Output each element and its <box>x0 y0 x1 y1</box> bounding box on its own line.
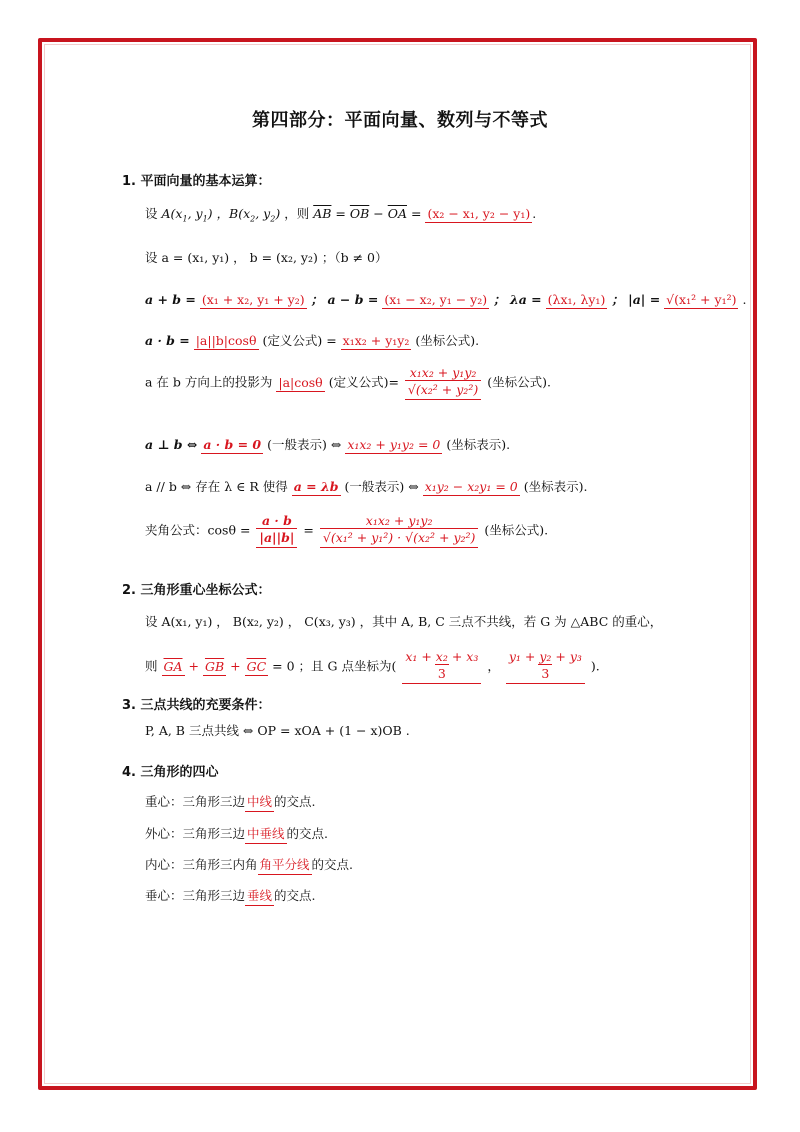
s4-item-3-pre: 内心：三角形三内角 <box>145 857 258 872</box>
s1-line-8 <box>145 514 548 548</box>
s1-l5-denominator: √(x₂² + y₂²) <box>405 380 481 398</box>
s1-l5-numerator: x₁x₂ + y₁y₂ <box>409 365 477 380</box>
s2-x-fraction <box>402 650 481 684</box>
section-4-heading: 4. 三角形的四心 <box>122 765 219 780</box>
s1-l4-a-answer: |a||b|cosθ <box>195 333 257 348</box>
s4-item-3-answer: 角平分线 <box>258 855 312 875</box>
s4-item-4-answer: 垂线 <box>245 886 274 906</box>
s1-l6-answer-1: a · b = 0 <box>203 437 262 452</box>
s1-line-5 <box>145 366 551 400</box>
s1-l3-d: ； |a| = <box>611 292 661 307</box>
s1-l3-b-answer: (x₁ − x₂, y₁ − y₂) <box>384 292 488 307</box>
s2-y-numerator: y₁ + y₂ + y₃ <box>508 649 582 664</box>
s1-l3-d-answer: √(x₁² + y₁²) <box>666 292 737 307</box>
s1-l7-answer-2: x₁y₂ − x₂y₁ = 0 <box>424 479 518 494</box>
s1-l7-post: (坐标表示). <box>523 479 588 494</box>
s1-l4-coord: (坐标公式). <box>415 333 480 348</box>
s4-item <box>145 855 353 875</box>
s1-line-7 <box>145 477 587 496</box>
s1-line-2: 设 a = (x₁, y₁) ， b = (x₂, y₂) ；（b ≠ 0） <box>145 250 388 265</box>
s1-l3-c: ； λa = <box>493 292 542 307</box>
s4-item-2-post: 的交点. <box>286 826 329 841</box>
s1-l8-pre: 夹角公式：cosθ = <box>145 522 251 538</box>
s1-l6-mid: (一般表示) ⇔ <box>267 437 342 452</box>
s2-vector-gb: $\overline{GB}$ <box>204 658 225 674</box>
s1-line-6 <box>145 435 510 454</box>
s1-l3-a: a + b = <box>145 292 196 307</box>
s4-item-1-post: 的交点. <box>274 794 316 809</box>
s2-y-fraction <box>506 650 585 684</box>
s2-x-numerator: x₁ + x₂ + x₃ <box>405 649 479 664</box>
s1-l3-c-answer: (λx₁, λy₁) <box>547 292 606 307</box>
s4-item-3-post: 的交点. <box>311 857 354 872</box>
s1-l1-vectors: $\overline{AB} = \overline{OB} - \overline{OA}$ = <box>313 206 422 221</box>
s3-line-1: P, A, B 三点共线 ⇔ OP = xOA + (1 − x)OB . <box>145 723 410 738</box>
s1-l8-eq: = <box>303 522 314 538</box>
s2-l2-post: ). <box>590 658 600 674</box>
section-3-heading: 3. 三点共线的充要条件： <box>122 698 271 713</box>
s1-l7-answer-1: a = λb <box>293 479 339 494</box>
s2-line-2: 则 $\overline{GA} + \overline{GB} + \overline{GC} = 0$ ；且 G 点坐标为( $\frac{\text{x₁ + x₂ + x₃}}{3}$ ， $\frac{\text{y₁ + y₂ + y₃}}{3}$ ). <box>145 650 600 684</box>
s2-vector-gc: $\overline{GC}$ <box>246 658 267 674</box>
s2-y-denominator: 3 <box>538 664 552 682</box>
s1-l7-pre: a // b ⇔ 存在 λ ∈ R 使得 <box>145 479 288 494</box>
s2-line-1: 设 A(x₁, y₁) ， B(x₂, y₂) ， C(x₃, y₃) ，其中 A, B, C 三点不共线，若 G 为 △ABC 的重心， <box>145 614 663 629</box>
s1-l5-def: (定义公式)= <box>328 374 399 390</box>
s2-vector-ga: $\overline{GA}$ <box>163 658 183 674</box>
s4-item <box>145 792 316 812</box>
s4-item-4-pre: 垂心：三角形三边 <box>145 888 246 903</box>
s4-item-1-pre: 重心：三角形三边 <box>145 794 246 809</box>
s1-l3-b: ； a − b = <box>310 292 379 307</box>
s1-l7-mid: (一般表示) ⇔ <box>344 479 419 494</box>
s2-l2-pre: 则 <box>145 658 158 674</box>
s2-l2-mid: = 0 ；且 G 点坐标为( <box>272 658 397 674</box>
s1-l8-denominator-1: |a||b| <box>256 528 297 546</box>
s1-line-4 <box>145 331 479 350</box>
s1-l4-a: a · b = <box>145 333 190 348</box>
s1-l1-pre: 设 <box>145 206 158 221</box>
s1-l6-pre: a ⊥ b ⇔ <box>145 437 198 452</box>
s1-l8-numerator-2: x₁x₂ + y₁y₂ <box>365 513 433 528</box>
s1-l8-post: (坐标公式). <box>484 522 549 538</box>
s2-comma: ， <box>487 658 500 674</box>
s1-l1-answer: (x₂ − x₁, y₂ − y₁) <box>427 206 531 221</box>
s1-l6-answer-2: x₁x₂ + y₁y₂ = 0 <box>347 437 441 452</box>
s4-item <box>145 824 328 844</box>
s1-line-1: 设 $A(x_1$, $y_1$) ，$B(x_2$, $y_2$) ，则 $\overline{AB} = \overline{OB} - \overline{OA} = (x_2 - x_1$, y₂ − y₁) . <box>145 206 537 224</box>
s1-l1-mid: ，则 <box>284 206 310 221</box>
s4-item-2-answer: 中垂线 <box>245 824 287 844</box>
s1-l4-def: (定义公式) = <box>262 333 337 348</box>
s4-item-1-answer: 中线 <box>245 792 274 812</box>
s1-l3-a-answer: (x₁ + x₂, y₁ + y₂) <box>201 292 305 307</box>
s4-item-4-post: 的交点. <box>274 888 316 903</box>
s1-l8-numerator-1: a · b <box>261 513 292 528</box>
s4-item-2-pre: 外心：三角形三边 <box>145 826 246 841</box>
s1-line-3: a + b = (x₁ + x₂, y₁ + y₂) ； a − b = (x₁ − x₂, y₁ − y₂) ； λa = (λx₁, λy₁) ； |a| = √(x₁² + y₁²) . <box>145 292 747 307</box>
s1-l8-denominator-2: √(x₁² + y₁²) · √(x₂² + y₂²) <box>320 528 479 546</box>
s4-item <box>145 886 316 906</box>
s1-l8-fraction-2 <box>320 514 479 548</box>
s1-l5-answer: |a|cosθ <box>278 374 323 390</box>
section-2-heading: 2. 三角形重心坐标公式： <box>122 583 271 598</box>
s1-l5-pre: a 在 b 方向上的投影为 <box>145 374 273 390</box>
s1-l4-b-answer: x₁x₂ + y₁y₂ <box>342 333 410 348</box>
s1-l6-post: (坐标表示). <box>446 437 511 452</box>
s2-x-denominator: 3 <box>435 664 449 682</box>
s1-l8-fraction-1 <box>256 514 297 548</box>
s1-l1-points: $A(x_1$, $y_1$) ，$B(x_2$, $y_2$) <box>161 206 281 224</box>
page-title: 第四部分：平面向量、数列与不等式 <box>252 110 548 131</box>
s1-l5-coord: (坐标公式). <box>487 374 551 390</box>
section-1-heading: 1. 平面向量的基本运算： <box>122 174 271 189</box>
s1-l5-fraction <box>405 366 481 400</box>
page-border <box>38 38 757 1090</box>
